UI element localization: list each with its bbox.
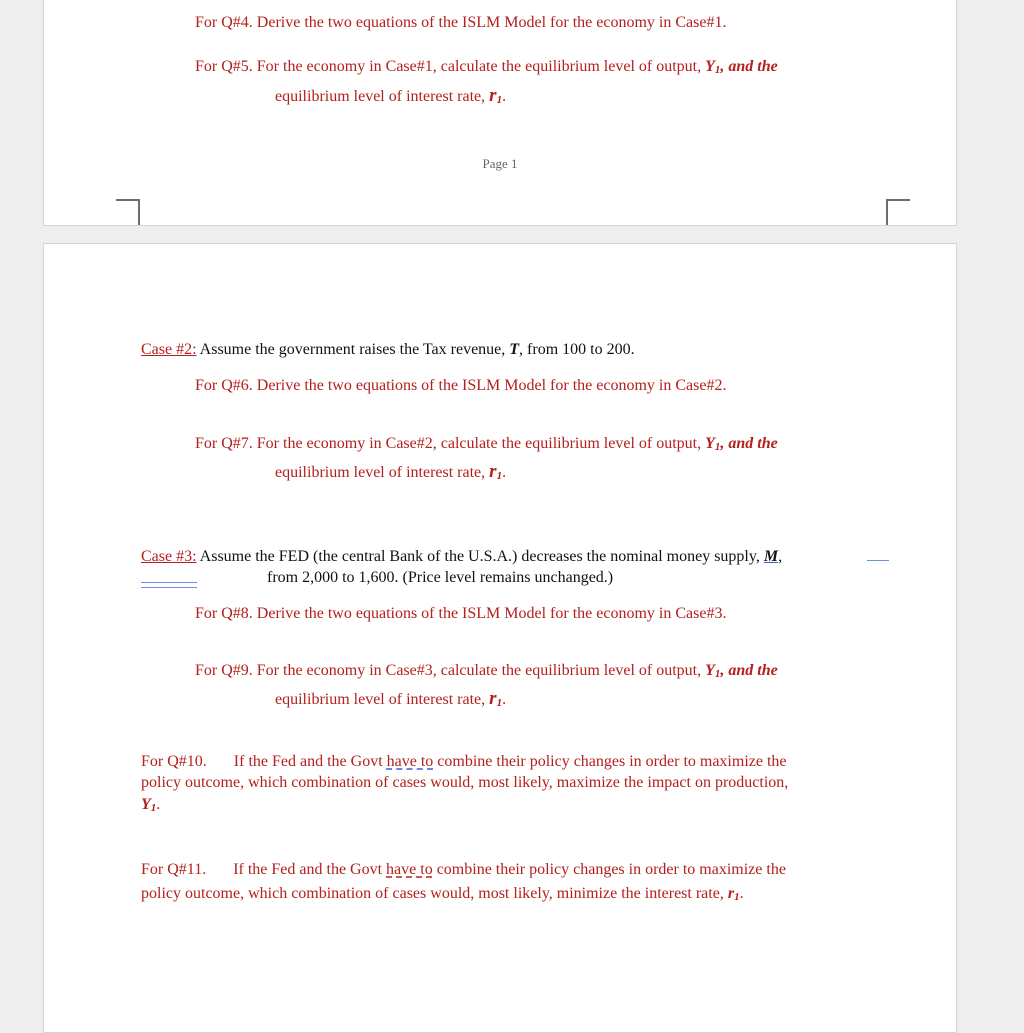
crop-mark-top-right xyxy=(886,199,910,225)
question-6: For Q#6. Derive the two equations of the ISLM Model for the economy in Case#2. xyxy=(195,377,727,394)
question-9-line-1: For Q#9. For the economy in Case#3, calculate the equilibrium level of output, Y1, and the xyxy=(195,662,778,680)
question-4: For Q#4. Derive the two equations of the ISLM Model for the economy in Case#1. xyxy=(195,14,727,31)
document-page-1 xyxy=(43,0,957,226)
question-7-line-2: equilibrium level of interest rate, r1. xyxy=(275,461,507,482)
question-7-line-1: For Q#7. For the economy in Case#2, calculate the equilibrium level of output, Y1, and the xyxy=(195,435,778,453)
document-page-2 xyxy=(43,243,957,1033)
case-2-statement: Case #2: Assume the government raises the Tax revenue, T, from 100 to 200. xyxy=(141,341,635,358)
question-10-line-2: policy outcome, which combination of cases would, most likely, maximize the impact on production, xyxy=(141,774,789,791)
crop-mark-top-left xyxy=(116,199,140,225)
question-5-line-1: For Q#5. For the economy in Case#1, calculate the equilibrium level of output, Y1, and the xyxy=(195,58,778,76)
question-10-line-3: Y1. xyxy=(141,796,161,814)
question-10-line-1: For Q#10. If the Fed and the Govt have to combine their policy changes in order to maximize the xyxy=(141,753,787,770)
revision-mark-left xyxy=(141,582,197,588)
case-3-statement-line-2: from 2,000 to 1,600. (Price level remains unchanged.) xyxy=(267,569,614,586)
revision-mark-right xyxy=(867,560,889,565)
question-11-line-1: For Q#11. If the Fed and the Govt have to combine their policy changes in order to maximize the xyxy=(141,861,786,878)
case-3-statement-line-1: Case #3: Assume the FED (the central Bank of the U.S.A.) decreases the nominal money supply, M, xyxy=(141,548,783,565)
question-9-line-2: equilibrium level of interest rate, r1. xyxy=(275,688,507,709)
question-11-line-2: policy outcome, which combination of cases would, most likely, minimize the interest rate, r1. xyxy=(141,885,744,903)
question-8: For Q#8. Derive the two equations of the ISLM Model for the economy in Case#3. xyxy=(195,605,727,622)
page-footer: Page 1 xyxy=(482,156,518,171)
question-5-line-2: equilibrium level of interest rate, r1. xyxy=(275,85,507,106)
